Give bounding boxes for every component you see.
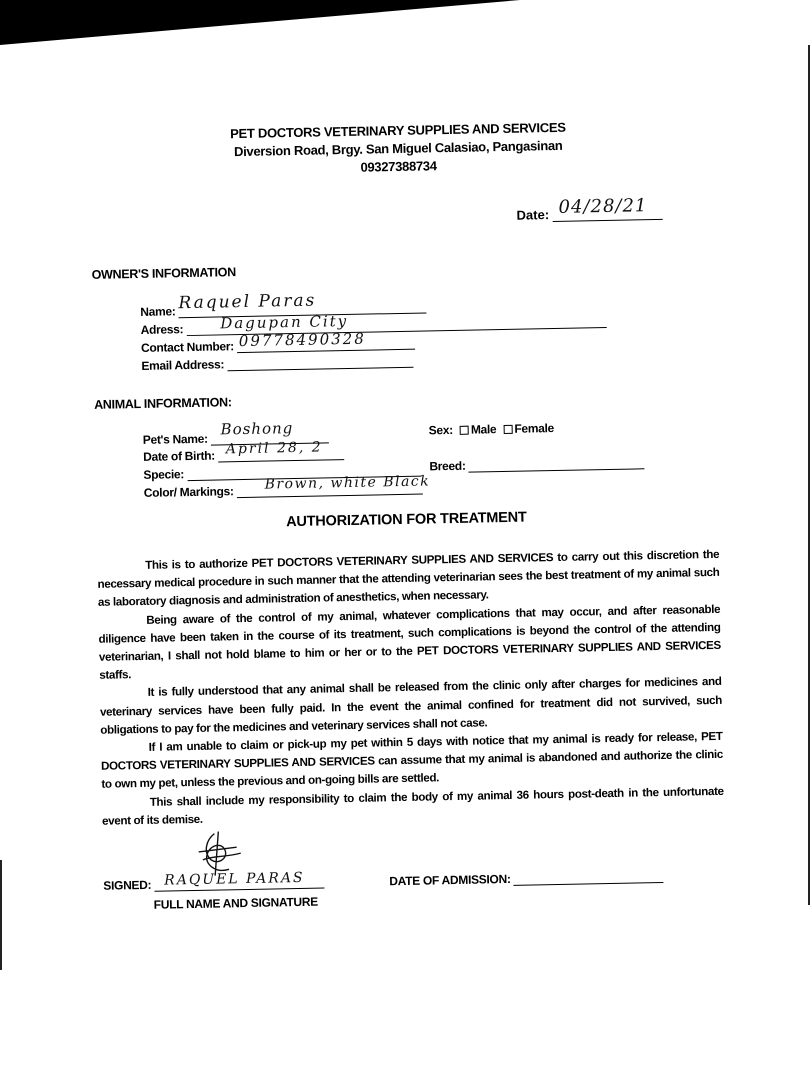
- full-name-caption: FULL NAME AND SIGNATURE: [153, 894, 319, 912]
- signed-field[interactable]: [103, 869, 324, 893]
- date-label: Date:: [516, 207, 550, 223]
- breed-field[interactable]: [429, 455, 644, 473]
- dob-label: Date of Birth:: [142, 448, 216, 464]
- authorization-paragraph: This is to authorize PET DOCTORS VETERINARY SUPPLIES AND SERVICES to carry out this discretion the necessary medical procedure in such manner that the attending veterinarian sees the best treatment of my animal such as laboratory diagnosis and administration of anesthetics, when necessary.: [97, 547, 720, 610]
- specie-label: Specie:: [143, 467, 185, 482]
- company-name: PET DOCTORS VETERINARY SUPPLIES AND SERVICES: [230, 119, 566, 142]
- form-header: [193, 118, 604, 180]
- owner-section-title: OWNER'S INFORMATION: [91, 265, 236, 282]
- pet-name-label: Pet's Name:: [142, 431, 208, 447]
- breed-label: Breed:: [429, 458, 466, 474]
- owner-email-field[interactable]: [141, 354, 413, 373]
- admission-label: DATE OF ADMISSION:: [389, 871, 511, 889]
- male-label: Male: [470, 422, 497, 437]
- page-edge-left: [0, 860, 2, 970]
- authorization-paragraph: Being aware of the control of my animal, whatever complications that may occur, and after reasonable diligence have been taken in the course of its treatment, such complications is beyond the control of the attending veterinarian, I shall not hold blame to him or her or to the PET DOCTORS VETERINARY SUPPLIES AND SERVICES staffs.: [98, 602, 721, 683]
- pet-name-value: Boshong: [220, 419, 294, 439]
- sex-field[interactable]: [429, 421, 555, 437]
- owner-address-value: Dagupan City: [220, 311, 349, 333]
- owner-name-value: Raquel Paras: [178, 290, 317, 314]
- female-label: Female: [514, 421, 555, 436]
- sex-label: Sex:: [428, 422, 453, 438]
- company-address: Diversion Road, Brgy. San Miguel Calasiao, Pangasinan: [233, 137, 563, 160]
- signed-name: RAQUEL PARAS: [164, 869, 305, 889]
- signed-label: SIGNED:: [103, 877, 152, 893]
- authorization-body: [97, 546, 724, 831]
- authorization-paragraph: It is fully understood that any animal shall be released from the clinic only after charges for medicines and veterinary services have been fully paid. In the event the animal confined for treatment did not survived, such obligations to pay for the medicines and veterinary services shall not case.: [99, 675, 723, 737]
- owner-email-label: Email Address:: [141, 357, 225, 373]
- authorization-paragraph: If I am unable to claim or pick-up my pet within 5 days with notice that my animal is ready for release, PET DOCTORS VETERINARY SUPPLIES AND SERVICES can assume that my animal is abandoned and authorize the clinic to own my pet, unless the previous and on-going bills are settled.: [100, 729, 724, 792]
- authorization-title: AUTHORIZATION FOR TREATMENT: [285, 509, 527, 531]
- owner-name-label: Name:: [140, 304, 176, 319]
- animal-section-title: ANIMAL INFORMATION:: [93, 395, 232, 412]
- owner-contact-value: 09778490328: [238, 329, 366, 351]
- owner-address-label: Adress:: [140, 322, 184, 337]
- color-label: Color/ Markings:: [143, 484, 234, 500]
- dob-value: April 28, 2: [225, 439, 323, 458]
- date-value: 04/28/21: [558, 195, 648, 218]
- authorization-paragraph: This shall include my responsibility to claim the body of my animal 36 hours post-death in the unfortunate event of its demise.: [101, 784, 724, 828]
- color-value: Brown, white Black: [264, 473, 431, 493]
- date-field[interactable]: [516, 195, 662, 223]
- admission-date-field[interactable]: [389, 869, 664, 888]
- owner-contact-label: Contact Number:: [140, 339, 234, 355]
- female-checkbox[interactable]: [503, 425, 512, 434]
- company-phone: 09327388734: [360, 158, 437, 175]
- male-checkbox[interactable]: [460, 426, 469, 435]
